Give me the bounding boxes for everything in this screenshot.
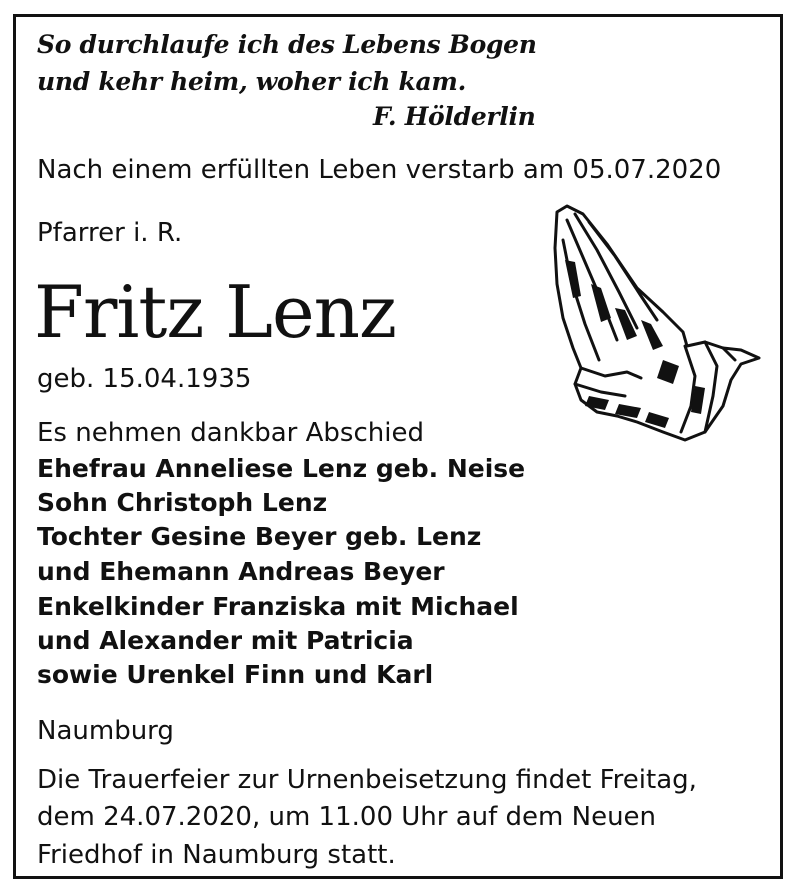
death-notice: Nach einem erfüllten Leben verstarb am 05.07.2020	[37, 155, 722, 185]
service-line-3: Friedhof in Naumburg statt.	[37, 840, 396, 870]
deceased-name: Fritz Lenz	[34, 270, 396, 354]
place: Naumburg	[37, 716, 174, 746]
mourner-line: und Alexander mit Patricia	[37, 626, 414, 655]
mourner-line: Ehefrau Anneliese Lenz geb. Neise	[37, 454, 526, 483]
service-line-1: Die Trauerfeier zur Urnenbeisetzung findet Freitag,	[37, 765, 697, 795]
service-line-2: dem 24.07.2020, um 11.00 Uhr auf dem Neuen	[37, 802, 657, 832]
motto-line-1: So durchlaufe ich des Lebens Bogen	[37, 30, 537, 59]
mourner-line: Enkelkinder Franziska mit Michael	[37, 592, 519, 621]
mourner-line: Sohn Christoph Lenz	[37, 488, 328, 517]
deceased-title: Pfarrer i. R.	[37, 218, 183, 248]
mourner-line: Tochter Gesine Beyer geb. Lenz	[37, 522, 482, 551]
farewell-intro: Es nehmen dankbar Abschied	[37, 418, 424, 448]
motto-author: F. Hölderlin	[373, 102, 536, 131]
mourner-line: und Ehemann Andreas Beyer	[37, 557, 445, 586]
praying-hands-icon	[545, 200, 767, 445]
mourner-line: sowie Urenkel Finn und Karl	[37, 660, 434, 689]
birth-date: geb. 15.04.1935	[37, 364, 252, 394]
motto-line-2: und kehr heim, woher ich kam.	[37, 67, 466, 96]
